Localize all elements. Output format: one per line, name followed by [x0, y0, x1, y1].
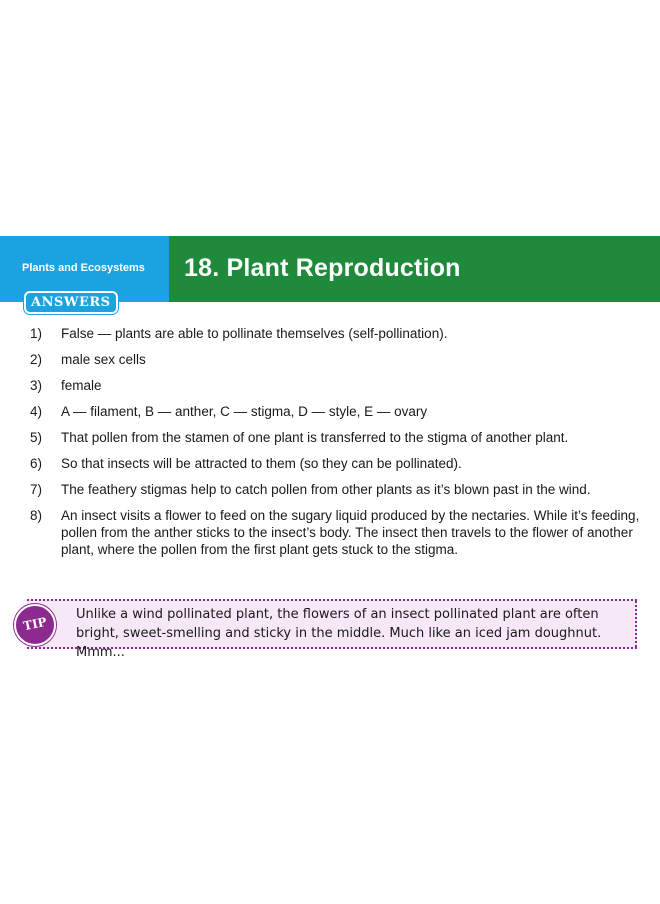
answer-item: [30, 403, 640, 420]
answer-number: 7): [30, 482, 43, 497]
tip-text: Unlike a wind pollinated plant, the flowers of an insect pollinated plant are often bright, sweet-smelling and sticky in the middle. Much like an iced jam doughnut. Mmm...: [76, 607, 602, 660]
answer-number: 4): [30, 404, 43, 419]
answer-number: 1): [30, 326, 43, 341]
page-title: 18. Plant Reproduction: [184, 254, 461, 282]
answer-number: 8): [30, 508, 43, 523]
answer-text: male sex cells: [61, 352, 146, 367]
answer-item: [30, 481, 640, 498]
answer-item: [30, 377, 640, 394]
answer-number: 3): [30, 378, 43, 393]
answer-number: 2): [30, 352, 43, 367]
answer-number: 5): [30, 430, 43, 445]
answer-text: A — filament, B — anther, C — stigma, D — style, E — ovary: [61, 404, 428, 419]
answer-item: [30, 429, 640, 446]
tip-badge: [14, 604, 56, 646]
answer-text: female: [61, 378, 102, 393]
answers-list: [30, 325, 640, 567]
answers-badge: ANSWERS: [24, 291, 118, 314]
answer-item: [30, 351, 640, 368]
answer-text: An insect visits a flower to feed on the sugary liquid produced by the nectaries. While it’s feeding, pollen from the anther sticks to the insect’s body. The insect then travels to the flower of another plant, where the pollen from the first plant gets stuck to the stigma.: [61, 508, 640, 557]
section-name: Plants and Ecosystems: [22, 262, 145, 274]
answer-number: 6): [30, 456, 43, 471]
title-banner: [169, 236, 660, 302]
answer-item: [30, 507, 640, 558]
tip-label: TIP: [22, 614, 48, 634]
answer-text: The feathery stigmas help to catch pollen from other plants as it’s blown past in the wind.: [61, 482, 591, 497]
answer-text: That pollen from the stamen of one plant is transferred to the stigma of another plant.: [61, 430, 569, 445]
answer-item: [30, 325, 640, 342]
answer-item: [30, 455, 640, 472]
answer-text: So that insects will be attracted to them (so they can be pollinated).: [61, 456, 462, 471]
answer-text: False — plants are able to pollinate themselves (self-pollination).: [61, 326, 448, 341]
